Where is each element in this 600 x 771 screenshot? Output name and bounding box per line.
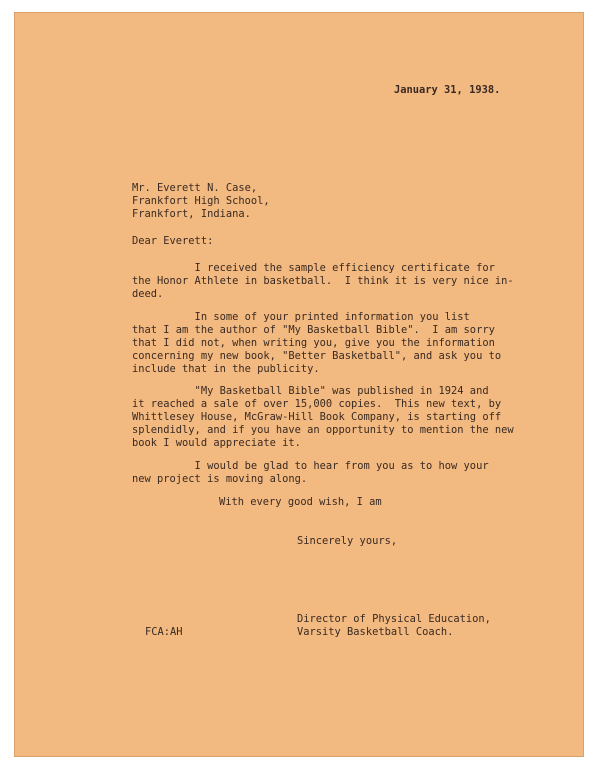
recipient-school: Frankfort High School, [132, 195, 270, 207]
paragraph-1-line: deed. [132, 288, 164, 300]
closing-line: With every good wish, I am [219, 496, 382, 508]
paragraph-4-line: I would be glad to hear from you as to how your [132, 460, 489, 472]
signature-title-line-1: Director of Physical Education, [297, 613, 491, 625]
paragraph-1-line: the Honor Athlete in basketball. I think it is very nice in- [132, 275, 514, 287]
paragraph-2-line: concerning my new book, "Better Basketball", and ask you to [132, 350, 502, 362]
recipient-name: Mr. Everett N. Case, [132, 182, 258, 194]
paragraph-1-line: I received the sample efficiency certificate for [132, 262, 495, 274]
paragraph-3-line: splendidly, and if you have an opportunity to mention the new [132, 424, 514, 436]
paragraph-2-line: that I am the author of "My Basketball Bible". I am sorry [132, 324, 495, 336]
recipient-city: Frankfort, Indiana. [132, 208, 251, 220]
salutation: Dear Everett: [132, 235, 214, 247]
typist-initials: FCA:AH [145, 626, 183, 638]
signature-title-line-2: Varsity Basketball Coach. [297, 626, 454, 638]
complimentary-close: Sincerely yours, [297, 535, 398, 547]
paragraph-2-line: In some of your printed information you list [132, 311, 470, 323]
paragraph-4-line: new project is moving along. [132, 473, 308, 485]
paragraph-2-line: include that in the publicity. [132, 363, 320, 375]
paragraph-3-line: Whittlesey House, McGraw-Hill Book Company, is starting off [132, 411, 502, 423]
letter-date: January 31, 1938. [394, 84, 501, 96]
paragraph-3-line: it reached a sale of over 15,000 copies. This new text, by [132, 398, 502, 410]
paragraph-2-line: that I did not, when writing you, give you the information [132, 337, 495, 349]
paragraph-3-line: book I would appreciate it. [132, 437, 301, 449]
paragraph-3-line: "My Basketball Bible" was published in 1924 and [132, 385, 489, 397]
